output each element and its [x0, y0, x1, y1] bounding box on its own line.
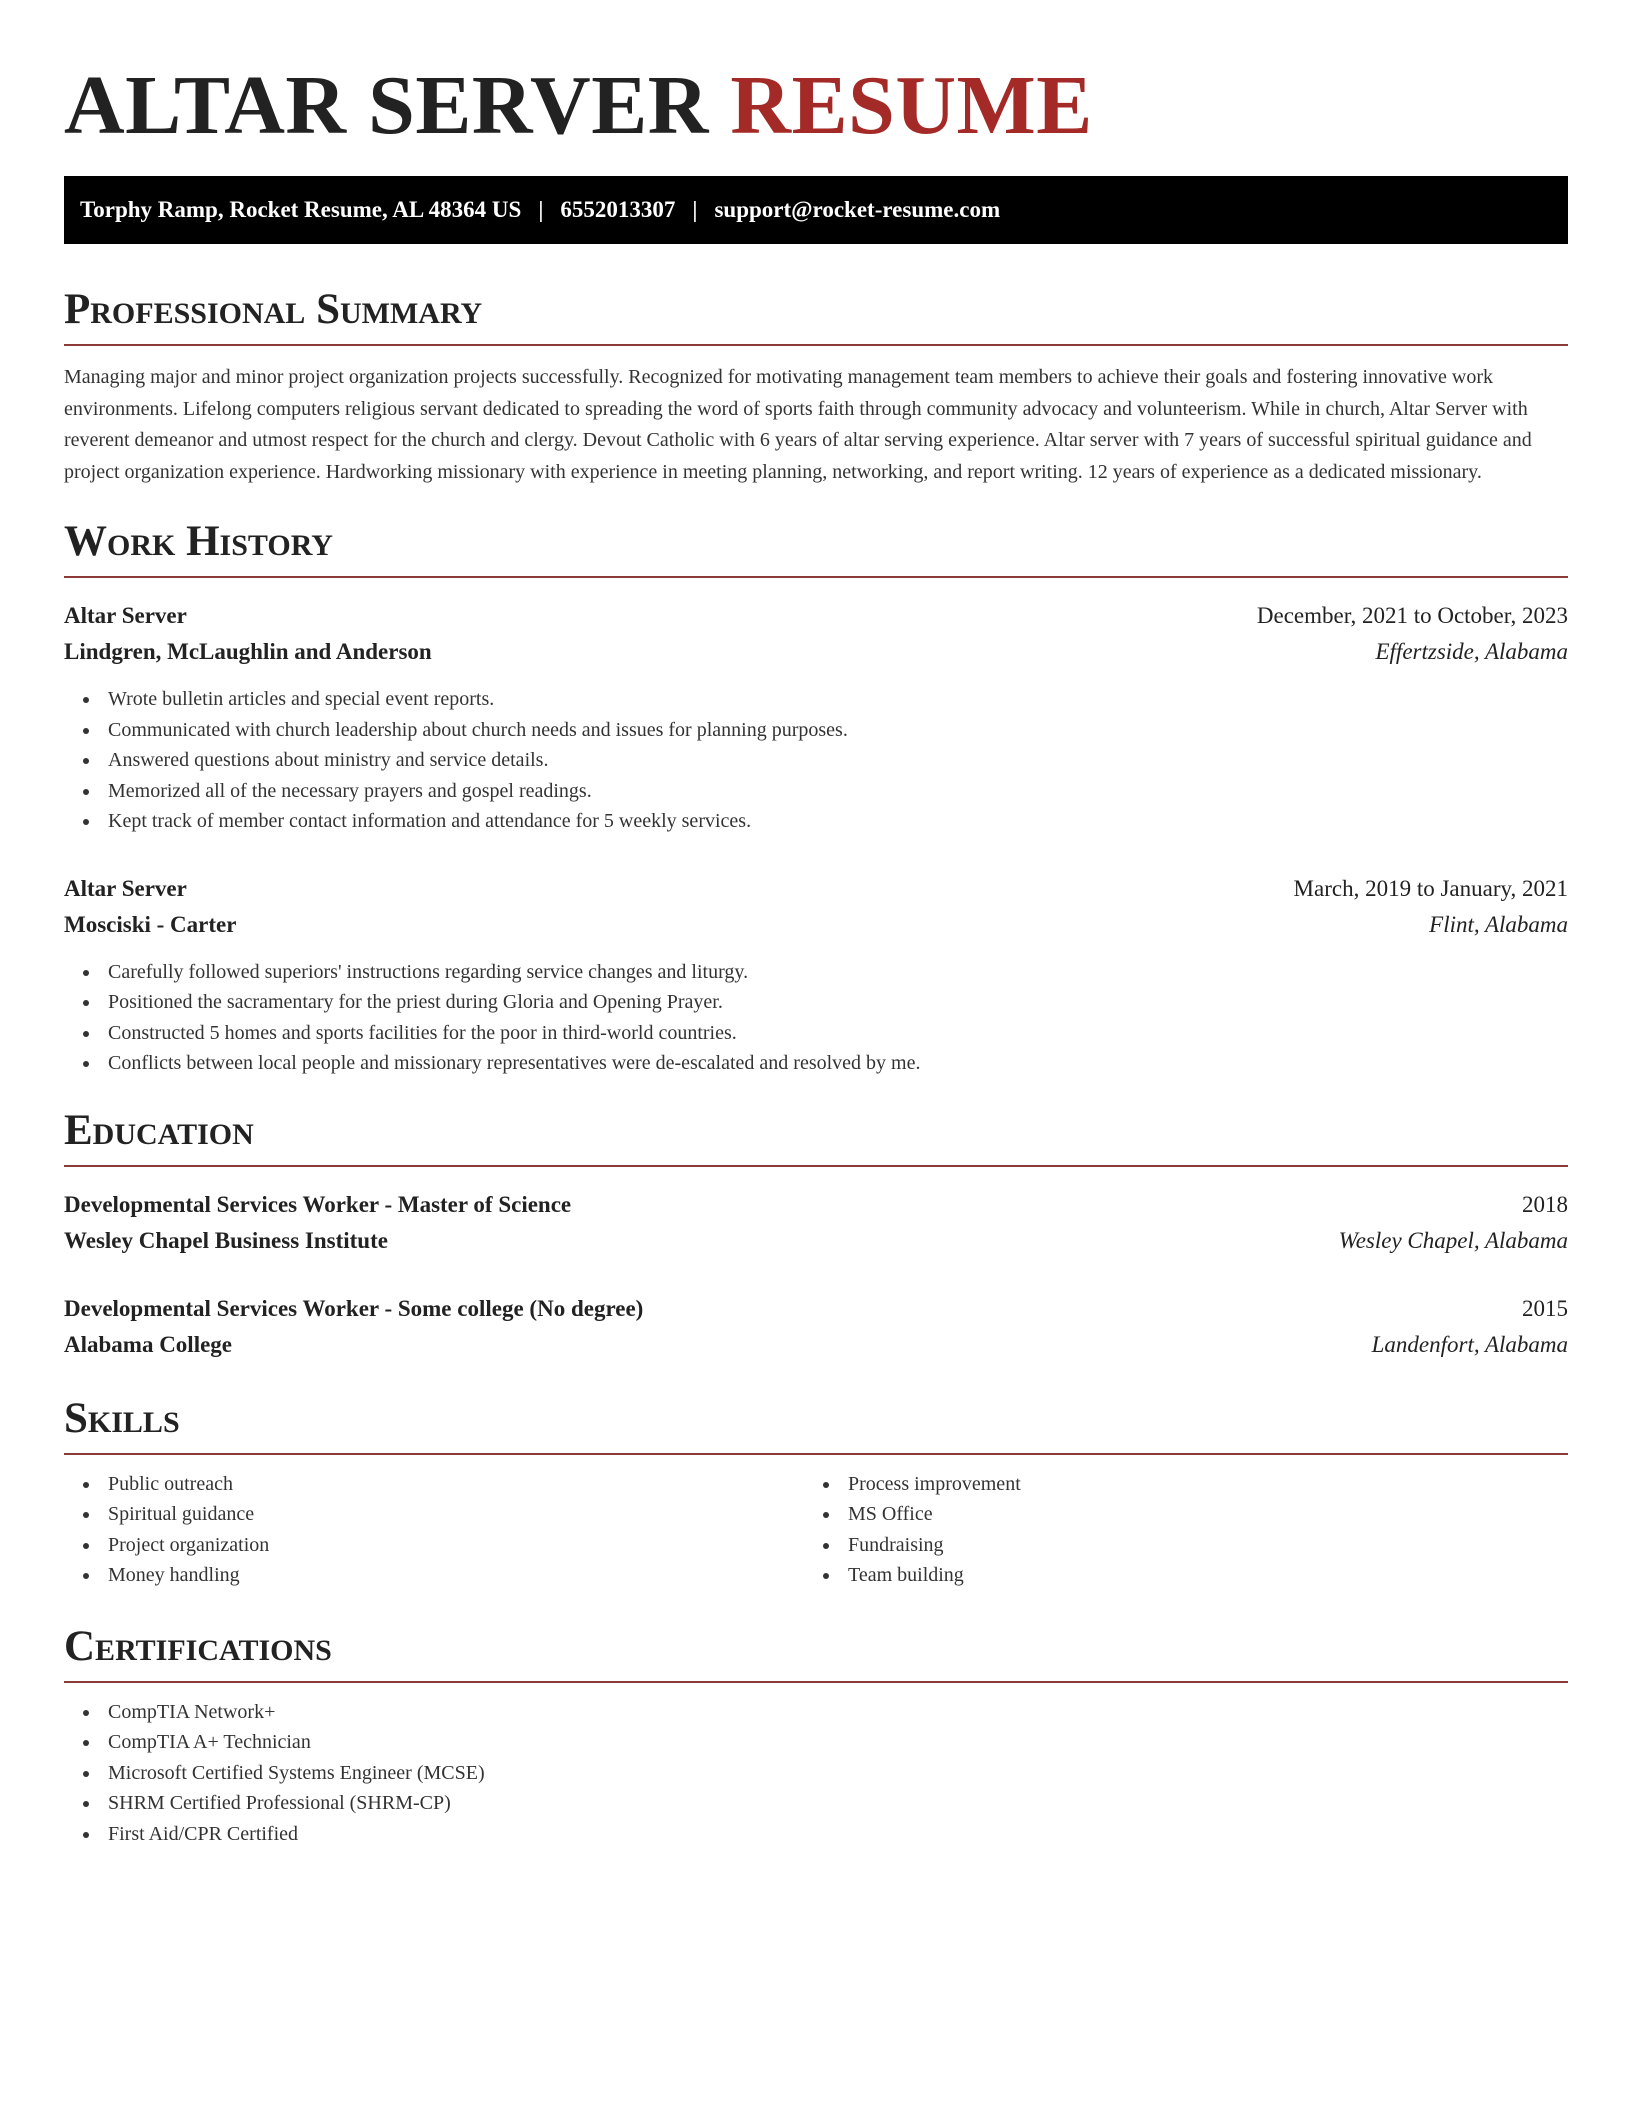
education-year: 2015 — [1522, 1295, 1568, 1321]
education-degree: Developmental Services Worker - Master of Science — [64, 1191, 572, 1217]
title-main: ALTAR SERVER — [64, 59, 709, 152]
job-duty-item: Carefully followed superiors' instructions regarding service changes and liturgy. — [64, 957, 1568, 988]
contact-separator: | — [538, 197, 544, 222]
summary-text: Managing major and minor project organization projects successfully. Recognized for motivating management team members to achieve their goals and fostering innovative work environments. Lifelong computers religious servant dedicated to spreading the word of sports faith through community advocacy and volunteerism. While in church, Altar Server with reverent demeanor and utmost respect for the church and clergy. Devout Catholic with 6 years of altar serving experience. Altar server with 7 years of successful spiritual guidance and project organization experience. Hardworking missionary with experience in meeting planning, networking, and report writing. 12 years of experience as a dedicated missionary. — [64, 366, 1532, 483]
skills-heading: Skills — [64, 1393, 1568, 1455]
certification-item: CompTIA A+ Technician — [64, 1727, 1568, 1758]
education-location: Wesley Chapel, Alabama — [1338, 1227, 1568, 1253]
title-accent: RESUME — [730, 59, 1093, 152]
job-duty-item: Wrote bulletin articles and special event reports. — [64, 684, 1568, 715]
resume-page — [64, 0, 1568, 1849]
education-entry — [64, 1291, 1568, 1363]
job-title: Altar Server — [64, 875, 187, 901]
certification-item: Microsoft Certified Systems Engineer (MCSE) — [64, 1758, 1568, 1789]
job-dates: March, 2019 to January, 2021 — [1293, 875, 1568, 901]
job-duty-item: Kept track of member contact information and attendance for 5 weekly services. — [64, 806, 1568, 837]
job-entry — [64, 598, 1568, 837]
education-school: Alabama College — [64, 1331, 233, 1357]
contact-separator: | — [692, 197, 698, 222]
job-duty-item: Conflicts between local people and missionary representatives were de-escalated and resolved by me. — [64, 1048, 1568, 1079]
skill-item: MS Office — [804, 1499, 1544, 1530]
certifications-heading: Certifications — [64, 1621, 1568, 1683]
resume-title — [64, 56, 1568, 156]
skill-item: Public outreach — [64, 1469, 804, 1500]
job-duty-item: Memorized all of the necessary prayers and gospel readings. — [64, 776, 1568, 807]
job-company: Lindgren, McLaughlin and Anderson — [64, 639, 432, 664]
job-duty-item: Positioned the sacramentary for the priest during Gloria and Opening Prayer. — [64, 987, 1568, 1018]
skill-item: Team building — [804, 1560, 1544, 1591]
contact-address: Torphy Ramp, Rocket Resume, AL 48364 US — [80, 197, 522, 222]
skills-column-right — [804, 1469, 1544, 1591]
skill-item: Process improvement — [804, 1469, 1544, 1500]
job-duty-item: Constructed 5 homes and sports facilities for the poor in third-world countries. — [64, 1018, 1568, 1049]
contact-email: support@rocket-resume.com — [714, 197, 1001, 222]
job-duties — [64, 684, 1568, 837]
contact-phone: 6552013307 — [560, 197, 676, 222]
certifications-list — [64, 1697, 1568, 1850]
contact-bar — [64, 176, 1568, 244]
summary-heading: Professional Summary — [64, 284, 1568, 346]
job-duty-item: Answered questions about ministry and service details. — [64, 745, 1568, 776]
certification-item: SHRM Certified Professional (SHRM-CP) — [64, 1788, 1568, 1819]
education-entry — [64, 1187, 1568, 1259]
education-location: Landenfort, Alabama — [1371, 1331, 1568, 1357]
job-company: Mosciski - Carter — [64, 911, 237, 937]
job-location: Effertzside, Alabama — [1375, 639, 1568, 664]
job-entry — [64, 871, 1568, 1079]
skill-item: Fundraising — [804, 1530, 1544, 1561]
certification-item: CompTIA Network+ — [64, 1697, 1568, 1728]
job-dates: December, 2021 to October, 2023 — [1256, 603, 1568, 628]
skills-column-left — [64, 1469, 804, 1591]
education-year: 2018 — [1522, 1191, 1568, 1217]
education-school: Wesley Chapel Business Institute — [64, 1227, 388, 1253]
skill-item: Money handling — [64, 1560, 804, 1591]
skills-grid — [64, 1469, 1568, 1591]
job-location: Flint, Alabama — [1429, 911, 1568, 937]
education-degree: Developmental Services Worker - Some college (No degree) — [64, 1295, 644, 1321]
education-heading: Education — [64, 1105, 1568, 1167]
skill-item: Spiritual guidance — [64, 1499, 804, 1530]
job-duty-item: Communicated with church leadership about church needs and issues for planning purposes. — [64, 715, 1568, 746]
work-history-heading: Work History — [64, 516, 1568, 578]
job-title: Altar Server — [64, 603, 187, 628]
job-duties — [64, 957, 1568, 1079]
certification-item: First Aid/CPR Certified — [64, 1819, 1568, 1850]
skill-item: Project organization — [64, 1530, 804, 1561]
